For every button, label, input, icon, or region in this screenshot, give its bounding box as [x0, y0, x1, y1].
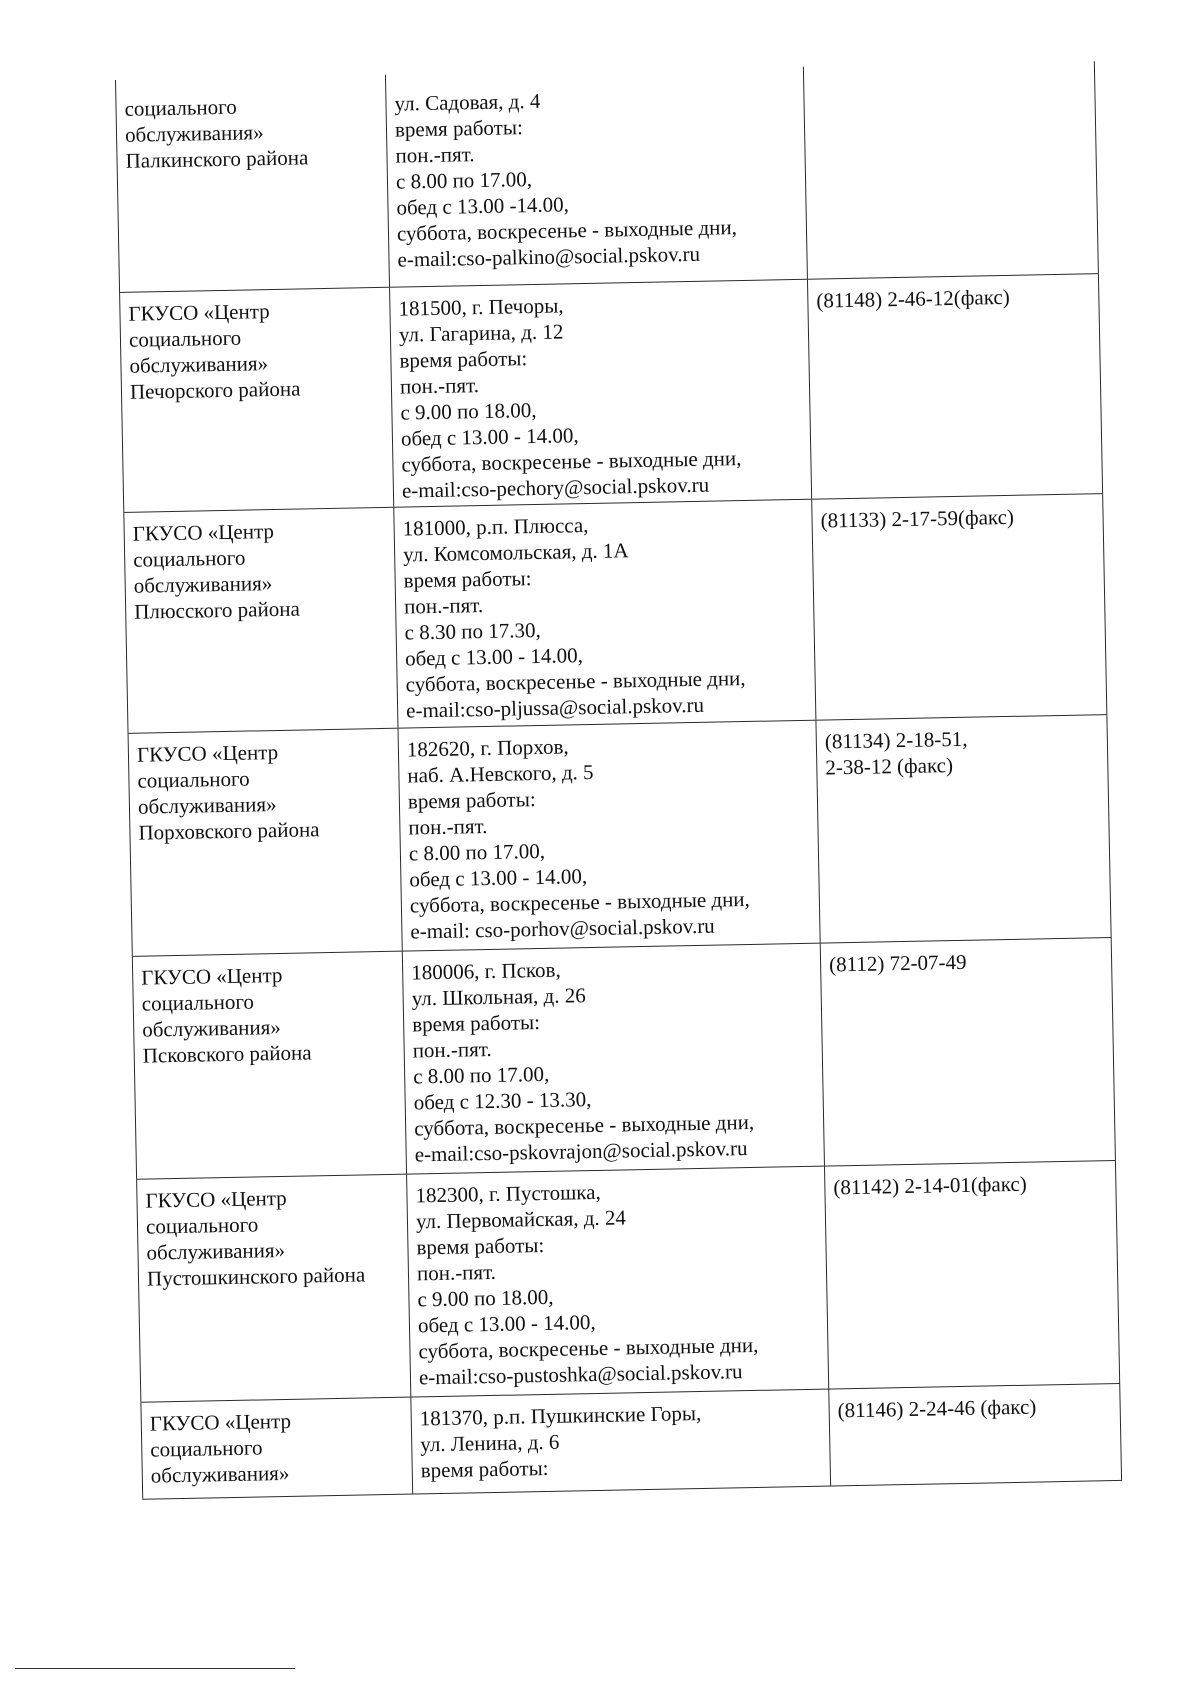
table-row [132, 938, 1116, 1180]
org-name-cell: ГКУСО «Центр социального обслуживания» Псковского района [132, 952, 406, 1179]
address-cell: 181370, р.п. Пушкинские Горы, ул. Ленина, д. 6 время работы: [410, 1390, 830, 1494]
table-row [136, 1161, 1120, 1403]
org-name-cell: ГКУСО «Центр социального обслуживания» Пустошкинского района [136, 1175, 410, 1402]
address-cell: 182300, г. Пустошка, ул. Первомайская, д. 24 время работы: пон.-пят. с 9.00 по 18.00, обед с 13.00 - 14.00, суббота, воскресенье - выходные дни, e-mail:cso-pustoshka@social.pskov.ru [406, 1167, 828, 1397]
table-row [128, 715, 1112, 957]
address-cell: 182620, г. Порхов, наб. А.Невского, д. 5 время работы: пон.-пят. с 8.00 по 17.00, обед с 13.00 - 14.00, суббота, воскресенье - выходные дни, e-mail: cso-porhov@social.pskov.ru [398, 721, 820, 951]
address-cell: 181000, р.п. Плюсса, ул. Комсомольская, д. 1А время работы: пон.-пят. с 8.30 по 17.30, обед с 13.00 - 14.00, суббота, воскресенье - выходные дни, e-mail:cso-pljussa@social.pskov.ru [393, 500, 815, 728]
address-cell: ул. Садовая, д. 4 время работы: пон.-пят. с 8.00 по 17.00, обед с 13.00 -14.00, суббота, воскресенье - выходные дни, e-mail:cso-palkino@social.pskov.ru [385, 67, 807, 287]
address-cell: 180006, г. Псков, ул. Школьная, д. 26 время работы: пон.-пят. с 8.00 по 17.00, обед с 12.30 - 13.30, суббота, воскресенье - выходные дни, e-mail:cso-pskovrajon@social.pskov.ru [402, 944, 824, 1174]
org-name-cell: ГКУСО «Центр социального обслуживания» Порховского района [128, 729, 402, 956]
phone-cell: (81133) 2-17-59(факс) [811, 494, 1107, 720]
social-centers-table [115, 61, 1122, 1500]
org-name-cell: ГКУСО «Центр социального обслуживания» Печорского района [119, 288, 393, 512]
table-row [123, 494, 1107, 734]
phone-cell: (81146) 2-24-46 (факс) [828, 1384, 1122, 1486]
org-name-cell: ГКУСО «Центр социального обслуживания» Плюсского района [123, 508, 397, 733]
phone-cell: (81134) 2-18-51, 2-38-12 (факс) [815, 715, 1111, 943]
table-row [119, 274, 1103, 513]
address-cell: 181500, г. Печоры, ул. Гагарина, д. 12 время работы: пон.-пят. с 9.00 по 18.00, обед с 13.00 - 14.00, суббота, воскресенье - выходные дни, e-mail:cso-pechory@social.pskov.ru [389, 280, 811, 507]
phone-cell: (81148) 2-46-12(факс) [807, 274, 1103, 499]
phone-cell [803, 61, 1099, 279]
phone-cell: (8112) 72-07-49 [820, 938, 1116, 1166]
org-name-cell: ГКУСО «Центр социального обслуживания» [140, 1398, 412, 1499]
phone-cell: (81142) 2-14-01(факс) [824, 1161, 1120, 1389]
table-row [115, 61, 1099, 293]
footnote-separator [15, 1668, 295, 1669]
org-name-cell: социального обслуживания» Палкинского района [115, 75, 389, 292]
table-row [140, 1384, 1122, 1500]
